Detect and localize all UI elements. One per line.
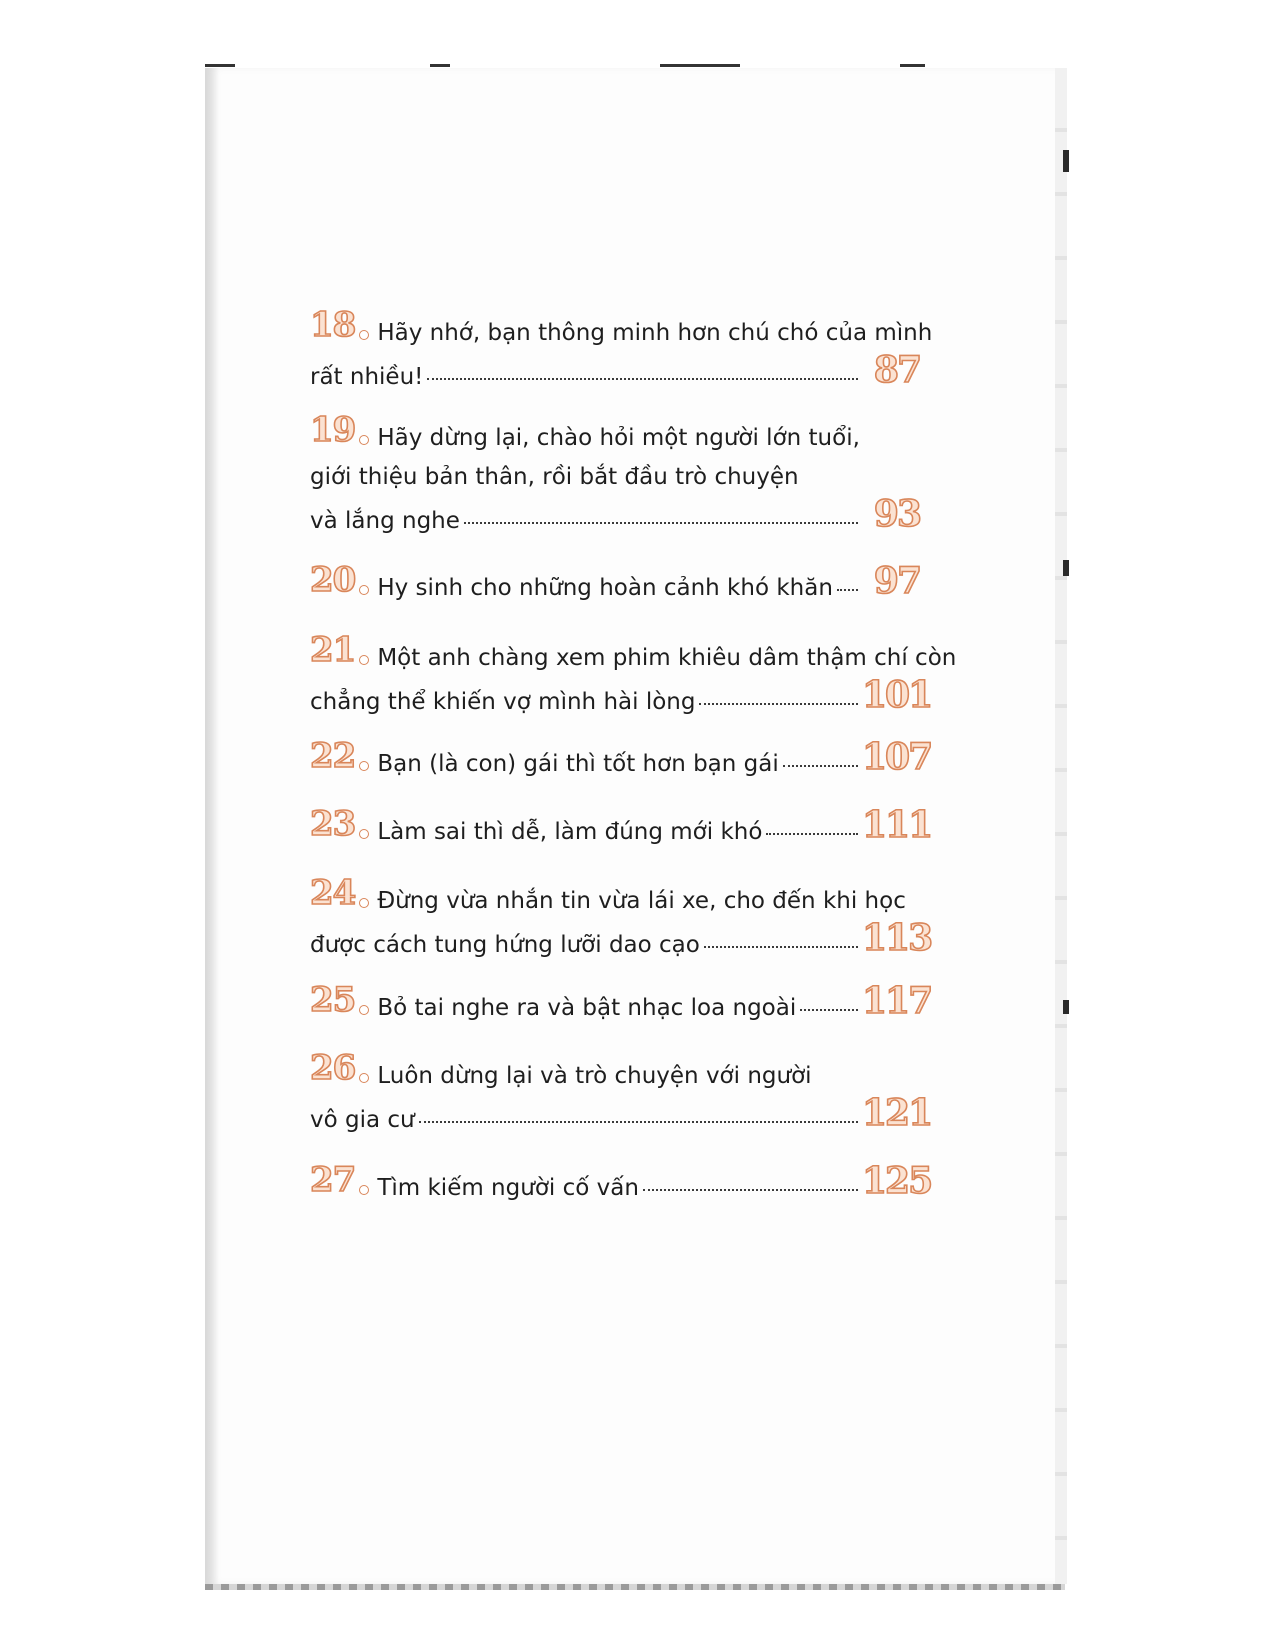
toc-line (310, 1092, 932, 1140)
chapter-title: Làm sai thì dễ, làm đúng mới khó (377, 819, 763, 845)
toc-line (310, 349, 920, 397)
chapter-title: Tìm kiếm người cố vấn (377, 1175, 639, 1201)
page-number: 111 (862, 804, 932, 846)
dot-leader (427, 378, 858, 380)
page-number: 107 (862, 736, 932, 778)
top-edge-line (430, 64, 450, 67)
toc-entry[interactable] (310, 804, 932, 852)
dot-icon (359, 435, 369, 445)
toc-entry[interactable] (310, 305, 933, 397)
toc-entry[interactable] (310, 1160, 932, 1208)
chapter-title: và lắng nghe (310, 508, 460, 534)
edge-mark (1063, 150, 1069, 172)
chapter-title: được cách tung hứng lưỡi dao cạo (310, 932, 700, 958)
chapter-title: rất nhiều! (310, 364, 424, 390)
chapter-title: chẳng thể khiến vợ mình hài lòng (310, 689, 696, 715)
toc-line (310, 493, 920, 541)
toc-line (310, 873, 920, 921)
chapter-title: Luôn dừng lại và trò chuyện với người (377, 1063, 812, 1089)
chapter-number: 25 (310, 980, 356, 1020)
dot-icon (359, 1185, 369, 1195)
chapter-title: Bỏ tai nghe ra và bật nhạc loa ngoài (377, 995, 797, 1021)
dot-icon (359, 898, 369, 908)
toc-entry[interactable] (310, 980, 932, 1028)
edge-mark (1063, 1000, 1069, 1014)
page-number: 121 (862, 1092, 932, 1134)
top-edge-line (900, 64, 925, 67)
chapter-number: 20 (310, 560, 356, 600)
dot-icon (359, 829, 369, 839)
dot-leader (783, 765, 858, 767)
dot-leader (464, 522, 858, 524)
dot-icon (359, 761, 369, 771)
dot-leader (699, 703, 858, 705)
bottom-edge (205, 1584, 1065, 1590)
dot-icon (359, 655, 369, 665)
toc-line (310, 458, 920, 497)
toc-line (310, 305, 933, 353)
page-number: 97 (873, 560, 920, 602)
toc-entry[interactable] (310, 560, 920, 608)
chapter-number: 19 (310, 410, 356, 450)
dot-leader (643, 1189, 858, 1191)
page-number: 93 (873, 493, 920, 535)
dot-icon (359, 585, 369, 595)
chapter-number: 22 (310, 736, 356, 776)
chapter-number: 24 (310, 873, 356, 913)
dot-icon (359, 330, 369, 340)
chapter-title: vô gia cư (310, 1107, 415, 1133)
toc-line (310, 630, 957, 678)
toc-line (310, 804, 932, 852)
chapter-title: Hy sinh cho những hoàn cảnh khó khăn (377, 575, 833, 601)
toc-entry[interactable] (310, 630, 957, 722)
top-edge-line (205, 64, 235, 67)
dot-leader (419, 1121, 858, 1123)
toc-line (310, 736, 932, 784)
page-number: 101 (862, 674, 932, 716)
page-number: 117 (862, 980, 932, 1022)
toc-line (310, 560, 920, 608)
chapter-number: 18 (310, 305, 356, 345)
dot-leader (837, 589, 858, 591)
dot-leader (704, 946, 858, 948)
top-edge-line (660, 64, 740, 67)
chapter-title: Hãy dừng lại, chào hỏi một người lớn tuổi, (377, 425, 860, 451)
toc-entry[interactable] (310, 873, 932, 965)
toc-line (310, 1160, 932, 1208)
toc-entry[interactable] (310, 736, 932, 784)
dot-icon (359, 1005, 369, 1015)
toc-line (310, 410, 920, 458)
dot-leader (766, 833, 858, 835)
toc-entry[interactable] (310, 410, 920, 541)
dot-leader (800, 1009, 858, 1011)
page-edge (1055, 68, 1067, 1584)
toc-line (310, 917, 932, 965)
chapter-number: 21 (310, 630, 356, 670)
edge-mark (1063, 560, 1069, 576)
chapter-number: 23 (310, 804, 356, 844)
page-number: 113 (862, 917, 932, 959)
page-number: 87 (873, 349, 920, 391)
chapter-title: Đừng vừa nhắn tin vừa lái xe, cho đến khi học (377, 888, 906, 914)
toc-line (310, 980, 932, 1028)
chapter-title: Hãy nhớ, bạn thông minh hơn chú chó của mình (377, 320, 933, 346)
chapter-title: giới thiệu bản thân, rồi bắt đầu trò chuyện (310, 464, 799, 490)
page-number: 125 (862, 1160, 932, 1202)
toc-line (310, 1048, 920, 1096)
chapter-number: 26 (310, 1048, 356, 1088)
toc-line (310, 674, 932, 722)
dot-icon (359, 1073, 369, 1083)
chapter-title: Bạn (là con) gái thì tốt hơn bạn gái (377, 751, 779, 777)
chapter-title: Một anh chàng xem phim khiêu dâm thậm chí còn (377, 645, 957, 671)
toc-entry[interactable] (310, 1048, 932, 1140)
chapter-number: 27 (310, 1160, 356, 1200)
